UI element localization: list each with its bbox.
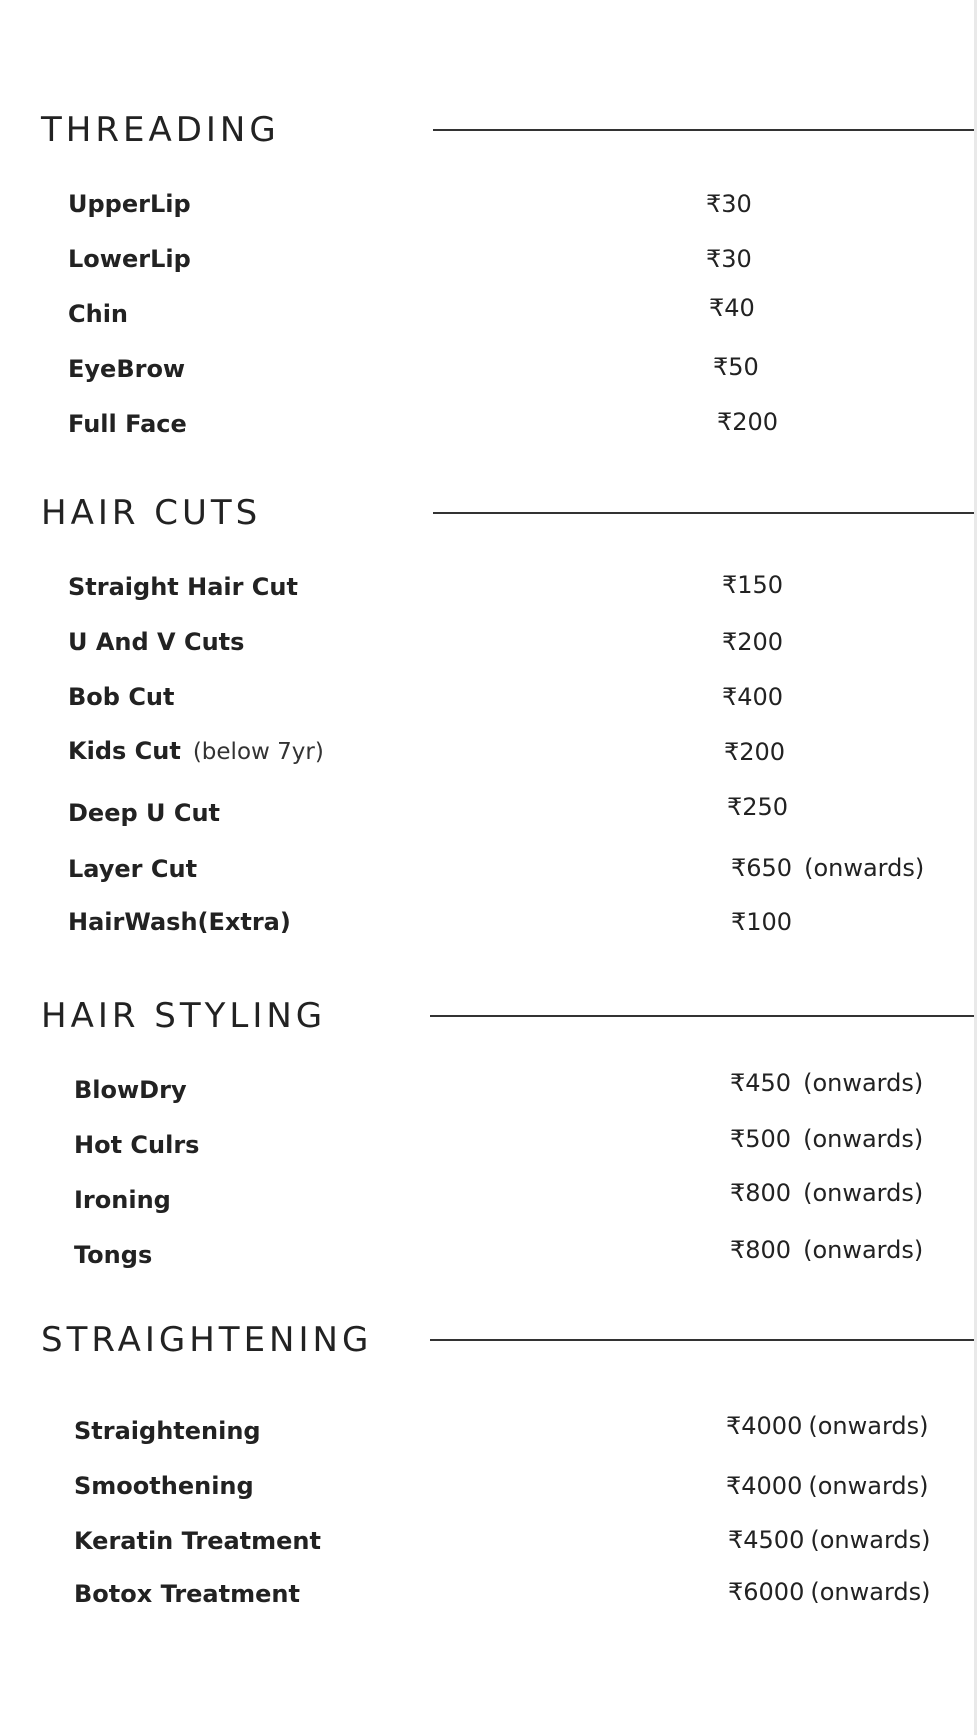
service-name-ironing: Ironing	[74, 1186, 171, 1214]
straightening-amount: ₹4000	[726, 1412, 803, 1440]
smoothening-amount: ₹4000	[726, 1472, 803, 1500]
service-price-chin: ₹40	[709, 294, 755, 322]
service-price-eyebrow: ₹50	[713, 353, 759, 381]
section-title-threading: THREADING	[41, 110, 280, 150]
service-name-lowerlip: LowerLip	[68, 245, 191, 273]
tongs-onwards: (onwards)	[803, 1236, 924, 1264]
service-name-hot-culrs: Hot Culrs	[74, 1131, 200, 1159]
service-price-straight-hair-cut: ₹150	[722, 571, 784, 599]
service-name-botox-treatment: Botox Treatment	[74, 1580, 300, 1608]
ironing-onwards: (onwards)	[803, 1179, 924, 1207]
blowdry-amount: ₹450	[730, 1069, 792, 1097]
hot-culrs-amount: ₹500	[730, 1125, 792, 1153]
service-price-lowerlip: ₹30	[706, 245, 752, 273]
service-price-full-face: ₹200	[717, 408, 779, 436]
service-name-straightening: Straightening	[74, 1417, 261, 1445]
service-name-upperlip: UpperLip	[68, 190, 191, 218]
section-rule-threading	[433, 129, 974, 131]
service-price-smoothening	[726, 1474, 929, 1498]
service-price-u-and-v-cuts: ₹200	[722, 628, 784, 656]
service-price-upperlip: ₹30	[706, 190, 752, 218]
blowdry-onwards: (onwards)	[803, 1069, 924, 1097]
kids-cut-age-note: (below 7yr)	[192, 739, 324, 765]
service-name-eyebrow: EyeBrow	[68, 355, 186, 383]
hot-culrs-onwards: (onwards)	[803, 1125, 924, 1153]
kids-cut-label: Kids Cut	[68, 737, 181, 765]
service-name-straight-hair-cut: Straight Hair Cut	[68, 573, 298, 601]
service-name-bob-cut: Bob Cut	[68, 683, 175, 711]
service-name-tongs: Tongs	[74, 1241, 153, 1269]
service-price-deep-u-cut: ₹250	[727, 793, 789, 821]
layer-cut-onwards: (onwards)	[804, 854, 925, 882]
service-price-tongs	[730, 1238, 923, 1262]
section-title-hair-cuts: HAIR CUTS	[41, 493, 262, 533]
keratin-onwards: (onwards)	[810, 1526, 931, 1554]
section-title-hair-styling: HAIR STYLING	[41, 996, 327, 1036]
ironing-amount: ₹800	[730, 1179, 792, 1207]
botox-amount: ₹6000	[728, 1578, 805, 1606]
botox-onwards: (onwards)	[810, 1578, 931, 1606]
service-price-ironing	[730, 1181, 923, 1205]
section-rule-hair-styling	[430, 1015, 974, 1017]
service-price-keratin-treatment	[728, 1528, 931, 1552]
service-price-bob-cut: ₹400	[722, 683, 784, 711]
service-price-botox-treatment	[728, 1580, 931, 1604]
service-price-hairwash-extra: ₹100	[731, 908, 793, 936]
section-title-straightening: STRAIGHTENING	[41, 1320, 373, 1360]
service-name-deep-u-cut: Deep U Cut	[68, 799, 221, 827]
layer-cut-amount: ₹650	[731, 854, 793, 882]
section-rule-straightening	[430, 1339, 974, 1341]
smoothening-onwards: (onwards)	[808, 1472, 929, 1500]
service-price-straightening	[726, 1414, 929, 1438]
service-price-layer-cut	[731, 856, 924, 880]
straightening-onwards: (onwards)	[808, 1412, 929, 1440]
service-price-kids-cut: ₹200	[724, 738, 786, 766]
section-rule-hair-cuts	[433, 512, 974, 514]
service-name-kids-cut	[68, 739, 324, 764]
service-name-chin: Chin	[68, 300, 129, 328]
service-name-blowdry: BlowDry	[74, 1076, 187, 1104]
tongs-amount: ₹800	[730, 1236, 792, 1264]
service-name-smoothening: Smoothening	[74, 1472, 254, 1500]
keratin-amount: ₹4500	[728, 1526, 805, 1554]
service-name-u-and-v-cuts: U And V Cuts	[68, 628, 245, 656]
service-name-hairwash-extra: HairWash(Extra)	[68, 908, 291, 936]
service-price-hot-culrs	[730, 1127, 923, 1151]
service-price-blowdry	[730, 1071, 923, 1095]
service-name-layer-cut: Layer Cut	[68, 855, 198, 883]
service-name-full-face: Full Face	[68, 410, 187, 438]
service-name-keratin-treatment: Keratin Treatment	[74, 1527, 321, 1555]
